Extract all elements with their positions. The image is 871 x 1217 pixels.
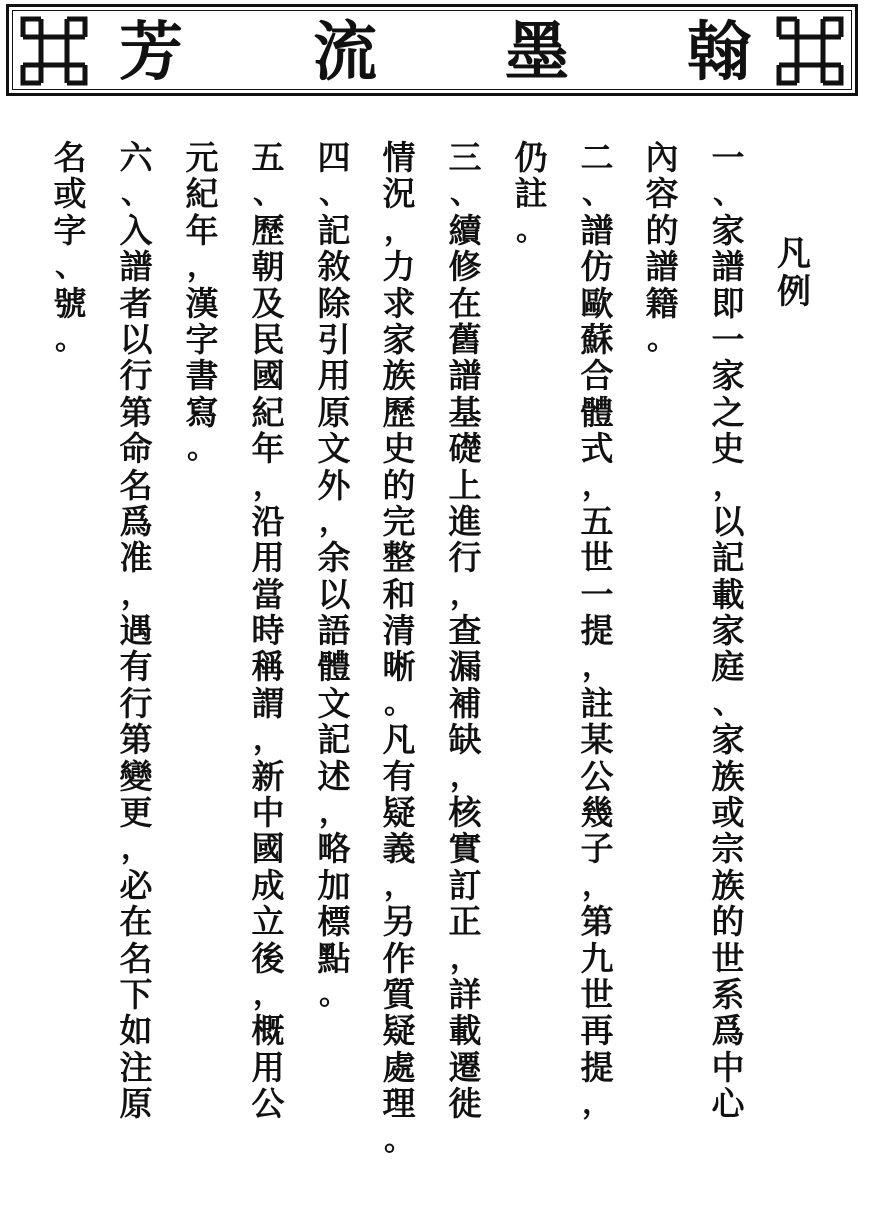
vertical-char: 新 [251, 756, 285, 796]
vertical-char: 一 [711, 138, 745, 177]
vertical-char: 。 [384, 685, 414, 721]
vertical-char: 或 [53, 174, 87, 214]
fret-ornament-icon [19, 15, 89, 87]
vertical-char: 族 [711, 756, 745, 796]
vertical-char: ， [121, 831, 151, 867]
vertical-char: 疑 [382, 793, 416, 833]
vertical-char: 沿 [251, 501, 285, 541]
vertical-char: 、 [253, 176, 283, 212]
vertical-char: 記 [317, 720, 351, 760]
text-column [640, 140, 684, 358]
vertical-char: 用 [251, 1047, 285, 1087]
vertical-char: 加 [317, 865, 351, 905]
fret-ornament-left-svg [19, 15, 89, 87]
vertical-char: 史 [711, 429, 745, 469]
vertical-char: ， [319, 503, 349, 539]
vertical-char: 族 [382, 356, 416, 396]
vertical-char: 名 [53, 138, 87, 177]
text-column [509, 140, 553, 249]
vertical-char: 後 [251, 938, 285, 978]
vertical-char: 譜 [119, 247, 153, 287]
vertical-char: 敘 [317, 247, 351, 287]
vertical-char: 載 [448, 1011, 482, 1051]
vertical-char: 謂 [251, 683, 285, 723]
vertical-char: 某 [580, 720, 614, 760]
vertical-char: 歐 [580, 283, 614, 323]
vertical-char: 准 [119, 538, 153, 578]
vertical-char: 的 [711, 902, 745, 942]
vertical-char: 如 [119, 1011, 153, 1051]
vertical-char: 用 [251, 538, 285, 578]
vertical-char: 在 [119, 902, 153, 942]
vertical-char: 第 [580, 902, 614, 942]
vertical-char: 號 [53, 283, 87, 323]
vertical-char: 概 [251, 1011, 285, 1051]
vertical-char: 九 [580, 938, 614, 978]
vertical-char: 紀 [251, 392, 285, 432]
vertical-char: 質 [382, 974, 416, 1014]
vertical-char: 宗 [711, 829, 745, 869]
vertical-char: ， [582, 467, 612, 503]
vertical-char: 註 [580, 683, 614, 723]
vertical-char: 系 [711, 974, 745, 1014]
vertical-char: 處 [382, 1047, 416, 1087]
banner-title-char: 翰 [687, 15, 751, 90]
vertical-char: 例 [777, 272, 811, 312]
vertical-char: ， [450, 576, 480, 612]
vertical-char: 者 [119, 283, 153, 323]
vertical-char: 疑 [382, 1011, 416, 1051]
vertical-char: 第 [119, 720, 153, 760]
vertical-char: 中 [251, 793, 285, 833]
vertical-char: 元 [185, 138, 219, 177]
vertical-char: 體 [317, 647, 351, 687]
vertical-char: 另 [382, 902, 416, 942]
vertical-char: 命 [119, 429, 153, 469]
vertical-char: 行 [448, 538, 482, 578]
vertical-char: 四 [317, 138, 351, 177]
vertical-char: 徙 [448, 1084, 482, 1124]
vertical-char: 理 [382, 1084, 416, 1124]
vertical-char: 下 [119, 974, 153, 1014]
vertical-char: 朝 [251, 247, 285, 287]
vertical-char: 體 [580, 392, 614, 432]
vertical-char: 式 [580, 429, 614, 469]
vertical-char: 仿 [580, 247, 614, 287]
vertical-char: 有 [382, 756, 416, 796]
vertical-char: ， [582, 649, 612, 685]
header-banner [6, 4, 858, 96]
vertical-char: 紀 [185, 174, 219, 214]
vertical-char: 歷 [251, 210, 285, 250]
vertical-char: ， [582, 867, 612, 903]
vertical-char: 名 [119, 938, 153, 978]
vertical-char: 。 [384, 1122, 414, 1158]
vertical-char: 、 [713, 685, 743, 721]
vertical-char: 世 [711, 938, 745, 978]
vertical-char: 原 [119, 1084, 153, 1124]
vertical-char: 寫 [185, 392, 219, 432]
vertical-char: 除 [317, 283, 351, 323]
vertical-char: 、 [582, 176, 612, 212]
vertical-char: 家 [711, 356, 745, 396]
vertical-char: 稱 [251, 647, 285, 687]
vertical-char: 籍 [645, 283, 679, 323]
vertical-char: 清 [382, 611, 416, 651]
vertical-char: 漏 [448, 647, 482, 687]
vertical-char: 書 [185, 356, 219, 396]
vertical-char: 進 [448, 501, 482, 541]
vertical-char: 第 [119, 392, 153, 432]
vertical-char: ， [319, 795, 349, 831]
vertical-char: 年 [185, 210, 219, 250]
vertical-char: 情 [382, 138, 416, 177]
banner-title-char: 墨 [505, 15, 569, 90]
text-column [180, 140, 224, 468]
vertical-char: ， [121, 576, 151, 612]
fret-ornament-icon [775, 15, 845, 87]
vertical-char: 五 [251, 138, 285, 177]
vertical-char: 庭 [711, 647, 745, 687]
vertical-char: 況 [382, 174, 416, 214]
vertical-char: 公 [251, 1084, 285, 1124]
vertical-char: 變 [119, 756, 153, 796]
vertical-char: ， [713, 467, 743, 503]
vertical-char: 國 [251, 356, 285, 396]
vertical-char: 整 [382, 538, 416, 578]
vertical-char: 力 [382, 247, 416, 287]
vertical-char: 提 [580, 1047, 614, 1087]
vertical-char: 以 [119, 319, 153, 359]
vertical-char: 爲 [711, 1011, 745, 1051]
fret-ornament-right-svg [775, 15, 845, 87]
vertical-char: 註 [514, 174, 548, 214]
vertical-char: 、 [319, 176, 349, 212]
vertical-char: 的 [645, 210, 679, 250]
vertical-char: ， [253, 722, 283, 758]
vertical-char: 內 [645, 138, 679, 177]
text-column [443, 140, 487, 1123]
vertical-char: 五 [580, 501, 614, 541]
vertical-char: 六 [119, 138, 153, 177]
vertical-char: 心 [711, 1084, 745, 1124]
vertical-char: 之 [711, 392, 745, 432]
vertical-char: 族 [711, 865, 745, 905]
vertical-char: 引 [317, 319, 351, 359]
vertical-char: 世 [580, 974, 614, 1014]
vertical-char: 標 [317, 902, 351, 942]
vertical-char: 年 [251, 429, 285, 469]
vertical-char: 有 [119, 647, 153, 687]
vertical-char: ， [384, 212, 414, 248]
banner-title-char: 流 [313, 15, 377, 90]
vertical-char: 以 [711, 501, 745, 541]
text-column [706, 140, 750, 1123]
vertical-char: 訂 [448, 865, 482, 905]
vertical-char: 史 [382, 429, 416, 469]
vertical-char: 晰 [382, 647, 416, 687]
vertical-char: 補 [448, 683, 482, 723]
vertical-char: 當 [251, 574, 285, 614]
vertical-char: 公 [580, 756, 614, 796]
vertical-char: 字 [185, 319, 219, 359]
vertical-char: 義 [382, 829, 416, 869]
vertical-char: 外 [317, 465, 351, 505]
banner-title-char: 芳 [119, 15, 183, 90]
vertical-char: 二 [580, 138, 614, 177]
vertical-char: 家 [711, 210, 745, 250]
vertical-char: 文 [317, 429, 351, 469]
vertical-char: 仍 [514, 138, 548, 177]
vertical-char: 礎 [448, 429, 482, 469]
vertical-char: 及 [251, 283, 285, 323]
vertical-char: 述 [317, 756, 351, 796]
vertical-char: 和 [382, 574, 416, 614]
text-column [246, 140, 290, 1123]
vertical-char: 核 [448, 793, 482, 833]
vertical-char: 立 [251, 902, 285, 942]
vertical-char: 爲 [119, 501, 153, 541]
vertical-char: 再 [580, 1011, 614, 1051]
vertical-char: 。 [319, 976, 349, 1012]
vertical-char: 一 [580, 574, 614, 614]
vertical-char: 譜 [580, 210, 614, 250]
vertical-char: 注 [119, 1047, 153, 1087]
vertical-char: 用 [317, 356, 351, 396]
text-column [575, 140, 619, 1123]
vertical-char: ， [450, 758, 480, 794]
vertical-char: 上 [448, 465, 482, 505]
text-column [48, 140, 92, 358]
vertical-char: ， [253, 976, 283, 1012]
vertical-char: 續 [448, 210, 482, 250]
vertical-char: 國 [251, 829, 285, 869]
vertical-char: 記 [317, 210, 351, 250]
vertical-char: 中 [711, 1047, 745, 1087]
vertical-char: 。 [647, 321, 677, 357]
vertical-char: 查 [448, 611, 482, 651]
vertical-char: 譜 [448, 356, 482, 396]
vertical-char: 遷 [448, 1047, 482, 1087]
vertical-char: 語 [317, 611, 351, 651]
vertical-char: 凡 [777, 234, 811, 274]
vertical-char: 家 [711, 720, 745, 760]
vertical-char: 提 [580, 611, 614, 651]
vertical-char: 正 [448, 902, 482, 942]
vertical-char: 名 [119, 465, 153, 505]
section-heading [772, 235, 816, 311]
vertical-char: 譜 [711, 247, 745, 287]
vertical-char: 民 [251, 319, 285, 359]
vertical-char: 字 [53, 210, 87, 250]
text-column [312, 140, 356, 1013]
vertical-char: 在 [448, 283, 482, 323]
vertical-char: 舊 [448, 319, 482, 359]
vertical-char: 。 [516, 212, 546, 248]
vertical-char: ， [384, 867, 414, 903]
vertical-char: 點 [317, 938, 351, 978]
vertical-char: 入 [119, 210, 153, 250]
vertical-char: 完 [382, 501, 416, 541]
vertical-char: 蘇 [580, 319, 614, 359]
vertical-char: 即 [711, 283, 745, 323]
vertical-char: 的 [382, 465, 416, 505]
vertical-char: 、 [450, 176, 480, 212]
vertical-char: 三 [448, 138, 482, 177]
vertical-char: 凡 [382, 720, 416, 760]
vertical-char: 。 [55, 321, 85, 357]
vertical-char: 作 [382, 938, 416, 978]
vertical-char: 家 [382, 319, 416, 359]
vertical-char: 行 [119, 683, 153, 723]
vertical-char: 求 [382, 283, 416, 323]
vertical-char: 幾 [580, 793, 614, 833]
vertical-char: 、 [55, 249, 85, 285]
vertical-char: 必 [119, 865, 153, 905]
vertical-char: 原 [317, 392, 351, 432]
vertical-char: 。 [187, 431, 217, 467]
vertical-char: ， [187, 249, 217, 285]
vertical-char: 、 [121, 176, 151, 212]
vertical-char: 譜 [645, 247, 679, 287]
vertical-char: 遇 [119, 611, 153, 651]
vertical-char: 詳 [448, 974, 482, 1014]
vertical-char: 子 [580, 829, 614, 869]
vertical-char: 文 [317, 683, 351, 723]
vertical-char: 略 [317, 829, 351, 869]
vertical-char: ， [582, 1086, 612, 1122]
text-column [114, 140, 158, 1123]
vertical-char: 修 [448, 247, 482, 287]
vertical-char: 行 [119, 356, 153, 396]
vertical-char: 或 [711, 793, 745, 833]
vertical-char: 以 [317, 574, 351, 614]
vertical-text-body [50, 140, 830, 1200]
vertical-char: 記 [711, 538, 745, 578]
vertical-char: 余 [317, 538, 351, 578]
vertical-char: ， [450, 940, 480, 976]
vertical-char: 時 [251, 611, 285, 651]
vertical-char: 合 [580, 356, 614, 396]
vertical-char: 成 [251, 865, 285, 905]
vertical-char: 載 [711, 574, 745, 614]
vertical-char: 基 [448, 392, 482, 432]
vertical-char: 漢 [185, 283, 219, 323]
vertical-char: 實 [448, 829, 482, 869]
text-column [377, 140, 421, 1159]
vertical-char: 一 [711, 319, 745, 359]
vertical-char: 世 [580, 538, 614, 578]
vertical-char: 、 [713, 176, 743, 212]
vertical-char: ， [253, 467, 283, 503]
vertical-char: 歷 [382, 392, 416, 432]
vertical-char: 缺 [448, 720, 482, 760]
vertical-char: 家 [711, 611, 745, 651]
vertical-char: 更 [119, 793, 153, 833]
vertical-char: 容 [645, 174, 679, 214]
